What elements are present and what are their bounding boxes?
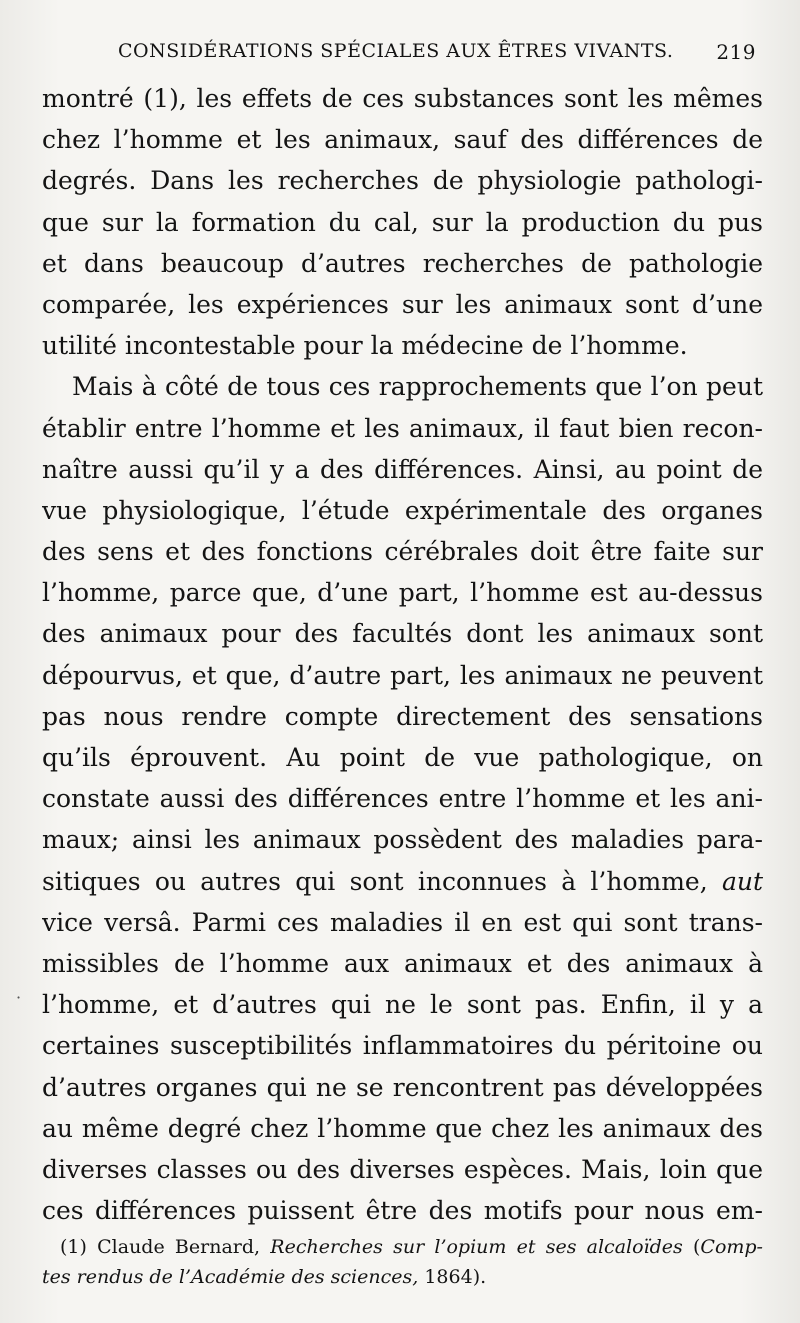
- text-line-with-italic: [42, 861, 763, 902]
- text-line: et dans beaucoup d’autres recherches de pathologie: [42, 248, 763, 278]
- footnote-line: [42, 1262, 763, 1292]
- text-line: ces différences puissent être des motifs pour nous em-: [42, 1196, 763, 1226]
- margin-dot: ·: [16, 988, 22, 1007]
- footnote-marker: (1): [60, 1236, 87, 1258]
- text-line: vue physiologique, l’étude expérimentale des organes: [42, 495, 763, 525]
- text-line: montré (1), les effets de ces substances sont les mêmes: [42, 84, 763, 113]
- text-line: d’autres organes qui ne se rencontrent pas développées: [42, 1072, 763, 1102]
- text-line: pas nous rendre compte directement des sensations: [42, 701, 763, 731]
- italic-aut: aut: [721, 866, 763, 896]
- footnote: [42, 1232, 763, 1292]
- paragraph-1: [42, 78, 763, 366]
- footnote-title: Recherches sur l’opium et ses alcaloïdes: [270, 1236, 683, 1258]
- page-header: [118, 36, 770, 68]
- text-line: des animaux pour des facultés dont les animaux sont: [42, 619, 763, 649]
- footnote-paren: (: [692, 1236, 701, 1258]
- footnote-journal-1: Comp-: [700, 1236, 763, 1258]
- text-line: utilité incontestable pour la médecine de l’homme.: [42, 331, 688, 361]
- footnote-author: Claude Bernard,: [97, 1236, 261, 1258]
- text-line: établir entre l’homme et les animaux, il faut bien recon-: [42, 413, 763, 443]
- text-line: degrés. Dans les recherches de physiologie pathologi-: [42, 166, 763, 196]
- text-line: certaines susceptibilités inflammatoires du péritoine ou: [42, 1031, 763, 1061]
- text-line: l’homme, et d’autres qui ne le sont pas. Enfin, il y a: [42, 990, 763, 1020]
- text-line: missibles de l’homme aux animaux et des animaux à: [42, 948, 763, 978]
- text-line: maux; ainsi les animaux possèdent des maladies para-: [42, 825, 763, 855]
- text-line: chez l’homme et les animaux, sauf des différences de: [42, 125, 763, 155]
- text-line: comparée, les expériences sur les animaux sont d’une: [42, 289, 763, 319]
- text-line: des sens et des fonctions cérébrales doit être faite sur: [42, 537, 763, 567]
- page-number: 219: [716, 40, 756, 64]
- text-line: que sur la formation du cal, sur la production du pus: [42, 207, 763, 237]
- text-line: Mais à côté de tous ces rapprochements que l’on peut: [72, 372, 763, 402]
- text-line: qu’ils éprouvent. Au point de vue pathologique, on: [42, 743, 763, 772]
- text-line: l’homme, parce que, d’une part, l’homme est au-dessus: [42, 578, 763, 608]
- body-text: [42, 78, 763, 1231]
- text-line: au même degré chez l’homme que chez les animaux des: [42, 1113, 763, 1143]
- paragraph-2: [42, 366, 763, 1231]
- footnote-year: 1864: [424, 1266, 473, 1288]
- text-line: diverses classes ou des diverses espèces. Mais, loin que: [42, 1154, 763, 1184]
- text-line: constate aussi des différences entre l’homme et les ani-: [42, 784, 763, 814]
- text-line-roman: sitiques ou autres qui sont inconnues à l’homme,: [42, 866, 708, 896]
- text-line: dépourvus, et que, d’autre part, les animaux ne peuvent: [42, 660, 763, 690]
- text-line: vice versâ. Parmi ces maladies il en est qui sont trans-: [42, 907, 763, 937]
- text-line: naître aussi qu’il y a des différences. Ainsi, au point de: [42, 454, 763, 484]
- footnote-line: [42, 1232, 763, 1262]
- footnote-journal-2: tes rendus de l’Académie des sciences,: [42, 1266, 419, 1288]
- footnote-close: ).: [472, 1266, 487, 1288]
- running-title: CONSIDÉRATIONS SPÉCIALES AUX ÊTRES VIVANTS.: [118, 40, 674, 62]
